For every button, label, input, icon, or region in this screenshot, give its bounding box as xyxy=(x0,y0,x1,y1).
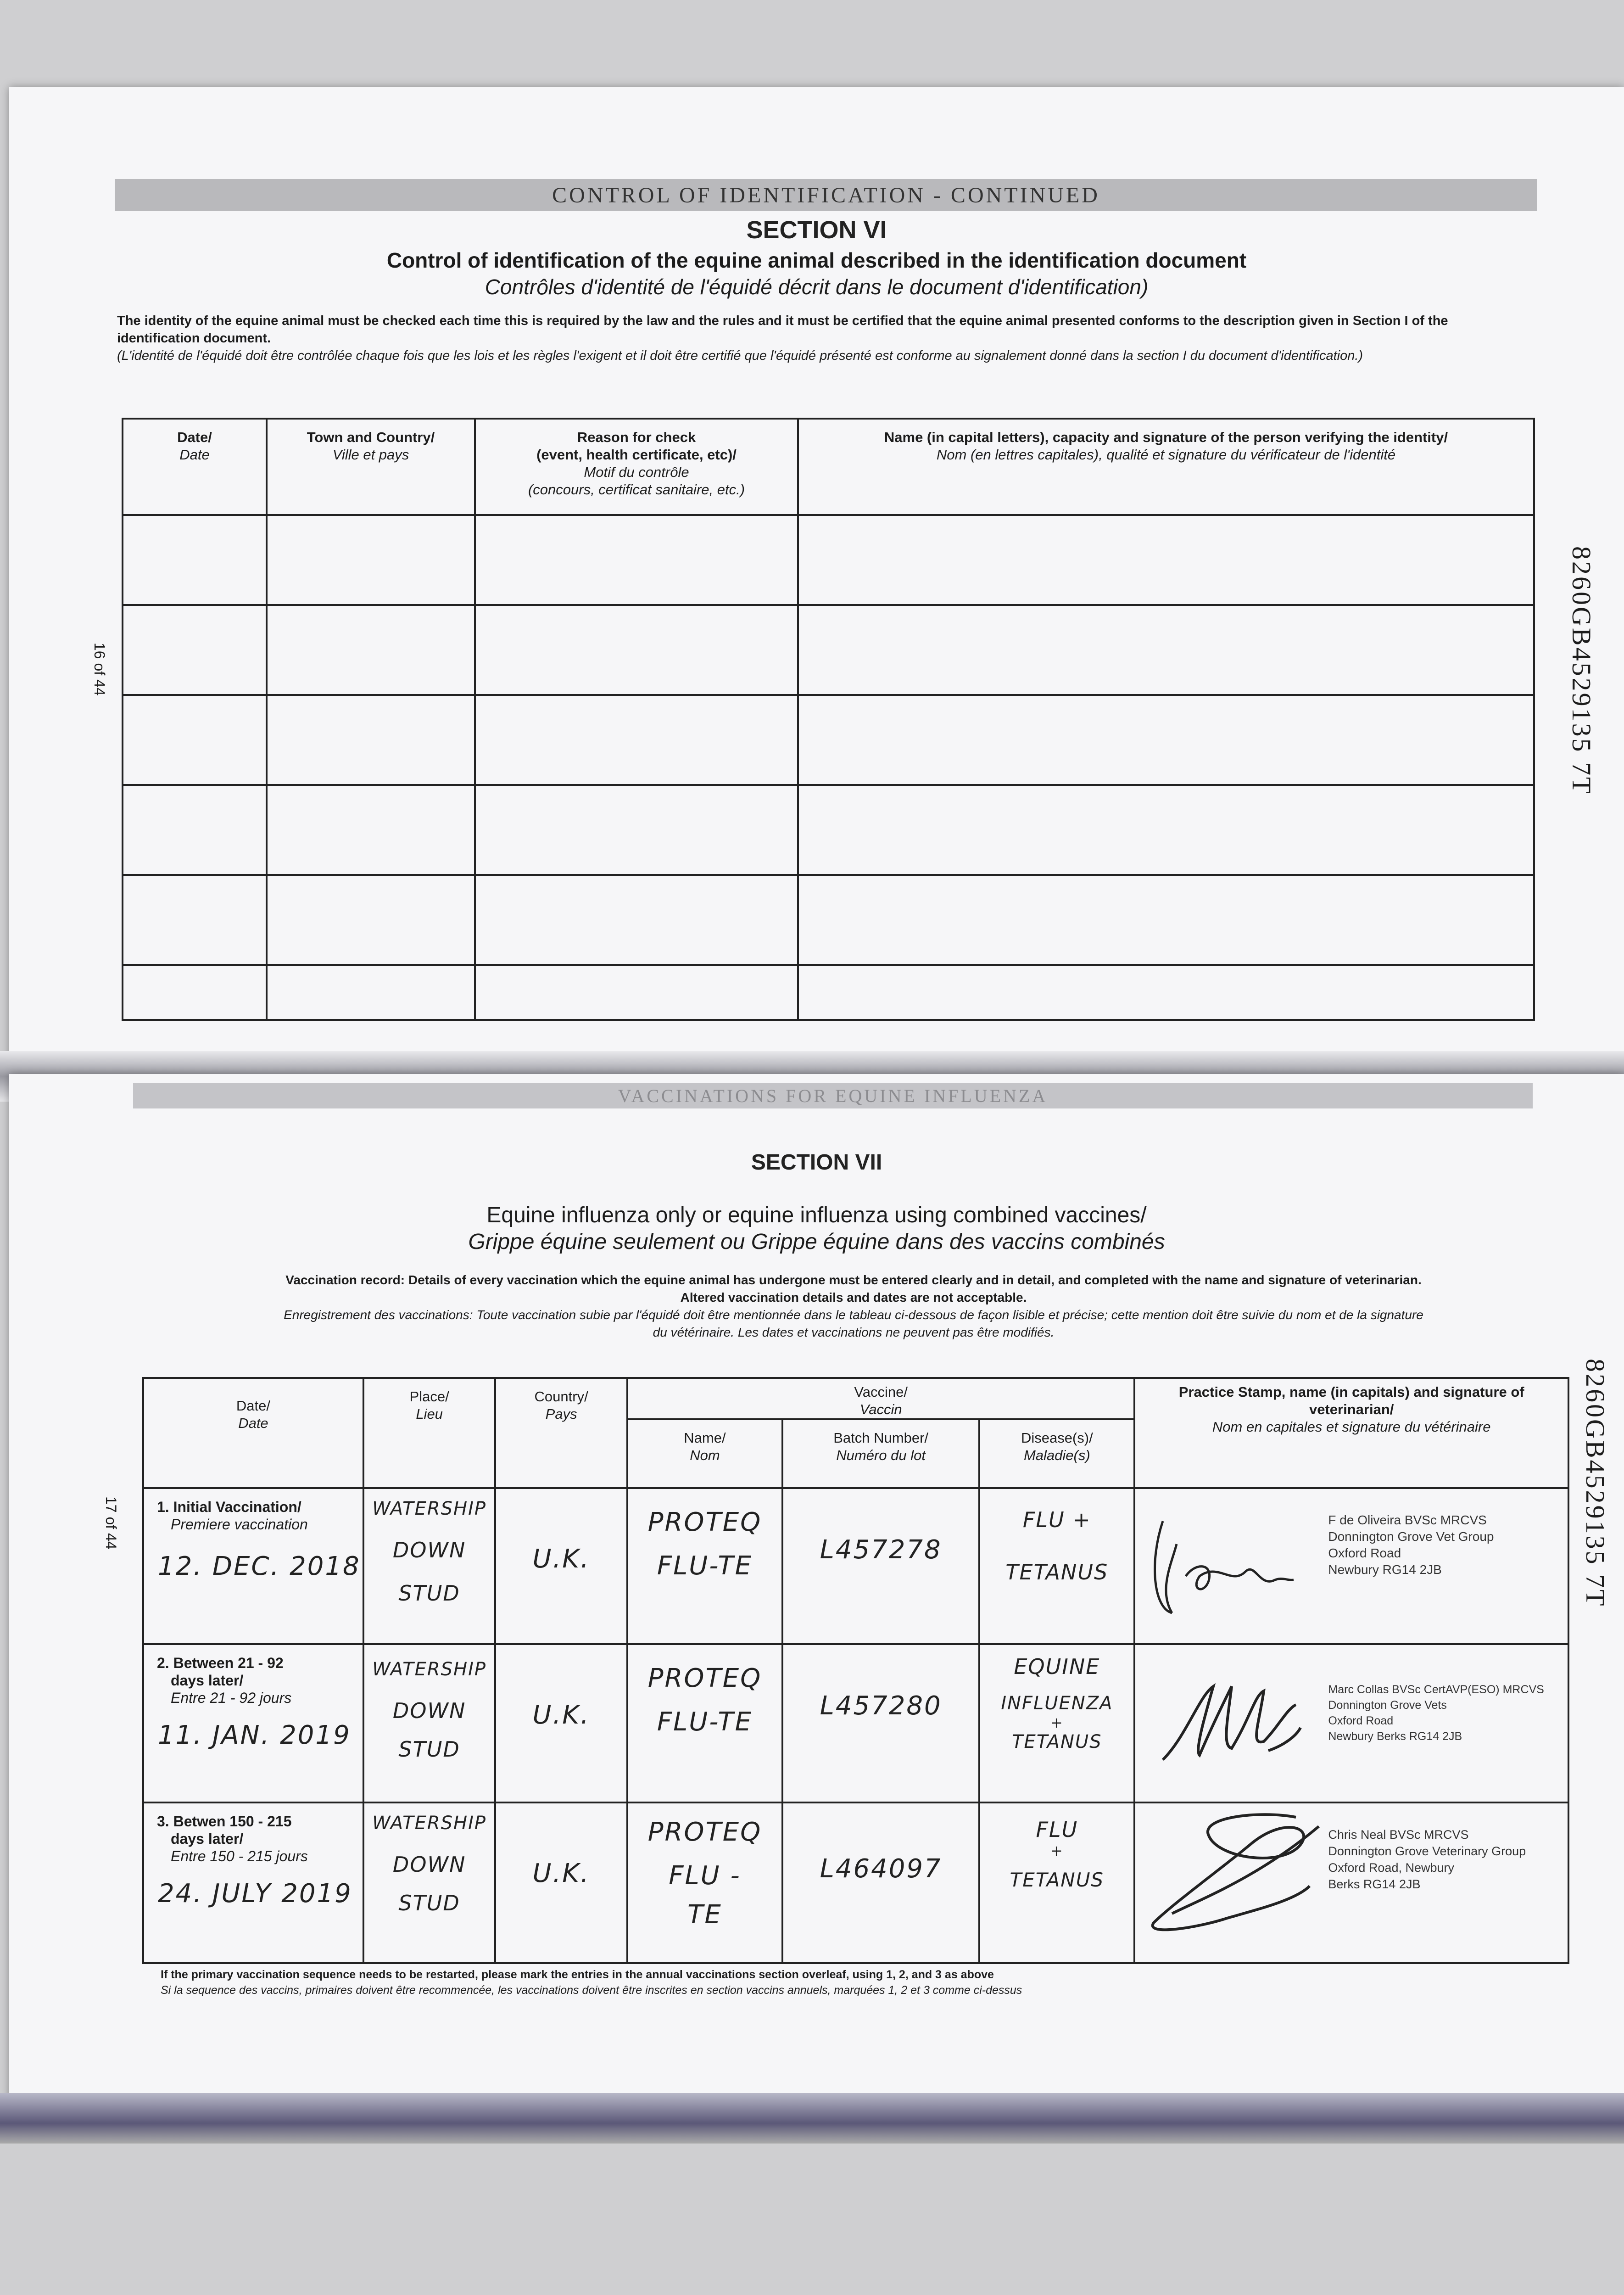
record-fr2: du vétérinaire. Les dates et vaccinations ne peuvent pas être modifiés. xyxy=(653,1325,1055,1339)
batch-value: L457280 xyxy=(820,1691,942,1721)
country-cell[interactable] xyxy=(495,1644,627,1802)
country-value: U.K. xyxy=(532,1700,590,1730)
table-row xyxy=(143,1488,1568,1644)
reason-cell[interactable] xyxy=(475,695,798,785)
stamp-line: Berks RG14 2JB xyxy=(1328,1877,1421,1891)
row-label-en: 1. Initial Vaccination/ xyxy=(157,1499,301,1515)
place-cell[interactable] xyxy=(363,1488,496,1644)
vaccine-name-cell[interactable] xyxy=(627,1488,782,1644)
record-fr: Enregistrement des vaccinations: Toute vaccination subie par l'équidé doit être mentionnée dans le tableau ci-dessous de façon lisible et précise; cette mention doit être suivie du nom et de la signature xyxy=(284,1308,1423,1322)
column-reason-fr: Motif du contrôle xyxy=(584,464,689,480)
date-cell[interactable] xyxy=(123,965,267,1020)
section-subtitle-en: Control of identification of the equine animal described in the identification document xyxy=(386,248,1247,272)
batch-cell[interactable] xyxy=(782,1488,979,1644)
place-line: DOWN xyxy=(392,1538,466,1562)
place-line: STUD xyxy=(398,1581,460,1606)
passport-serial: 8260GB4529135 7T xyxy=(1580,1359,1610,1608)
place-cell[interactable] xyxy=(363,1644,496,1802)
section-subtitle-fr: Grippe équine seulement ou Grippe équine dans des vaccins combinés xyxy=(468,1230,1165,1254)
column-date-en: Date/ xyxy=(236,1398,270,1414)
column-country xyxy=(495,1378,627,1488)
disease-line: EQUINE xyxy=(1014,1654,1100,1679)
place-cell[interactable] xyxy=(363,1802,496,1963)
verifier-cell[interactable] xyxy=(798,965,1534,1020)
vaccination-record-notice xyxy=(147,1271,1560,1341)
reason-cell[interactable] xyxy=(475,875,798,965)
batch-value: L457278 xyxy=(820,1535,942,1565)
verifier-cell[interactable] xyxy=(798,605,1534,695)
column-reason-en2: (event, health certificate, etc)/ xyxy=(536,447,737,463)
section-title: SECTION VI xyxy=(746,216,887,244)
column-country-fr: Pays xyxy=(545,1406,577,1422)
reason-cell[interactable] xyxy=(475,605,798,695)
stamp-line: Oxford Road xyxy=(1328,1714,1394,1727)
column-date-en: Date/ xyxy=(177,429,212,445)
row-label-en2: days later/ xyxy=(171,1672,244,1689)
disease-cell[interactable] xyxy=(979,1802,1134,1963)
table-row xyxy=(123,875,1534,965)
column-disease xyxy=(979,1419,1134,1488)
column-name-en: Name/ xyxy=(684,1430,726,1446)
stamp-line: Chris Neal BVSc MRCVS xyxy=(1328,1828,1469,1842)
batch-value: L464097 xyxy=(820,1854,942,1884)
vaccine-name-line: FLU - xyxy=(669,1861,741,1891)
table-row xyxy=(123,515,1534,605)
stamp-line: Oxford Road, Newbury xyxy=(1328,1861,1455,1875)
vet-signature xyxy=(1144,1808,1328,1946)
town-cell[interactable] xyxy=(267,965,475,1020)
disease-cell[interactable] xyxy=(979,1488,1134,1644)
verifier-cell[interactable] xyxy=(798,785,1534,875)
column-disease-en: Disease(s)/ xyxy=(1021,1430,1093,1446)
row-label-en: 3. Betwen 150 - 215 xyxy=(157,1813,292,1830)
verifier-cell[interactable] xyxy=(798,875,1534,965)
vaccine-name-line: PROTEQ xyxy=(647,1663,762,1693)
instructions xyxy=(117,312,1530,364)
column-stamp-en: Practice Stamp, name (in capitals) and signature of veterinarian/ xyxy=(1178,1384,1524,1417)
stamp-line: F de Oliveira BVSc MRCVS xyxy=(1328,1513,1487,1527)
column-date-fr: Date xyxy=(238,1415,268,1431)
batch-cell[interactable] xyxy=(782,1802,979,1963)
verifier-cell[interactable] xyxy=(798,695,1534,785)
vaccination-date: 11. JAN. 2019 xyxy=(158,1720,351,1750)
reason-cell[interactable] xyxy=(475,965,798,1020)
column-vaccine-fr: Vaccin xyxy=(859,1401,902,1417)
column-verifier xyxy=(798,419,1534,515)
vaccine-name-line: PROTEQ xyxy=(647,1507,762,1537)
date-cell[interactable] xyxy=(143,1488,363,1644)
column-place-en: Place/ xyxy=(409,1388,449,1405)
vaccine-name-line: PROTEQ xyxy=(647,1817,762,1847)
column-town-country xyxy=(267,419,475,515)
country-cell[interactable] xyxy=(495,1488,627,1644)
date-cell[interactable] xyxy=(143,1802,363,1963)
bottom-page xyxy=(9,1074,1624,2116)
vaccine-name-cell[interactable] xyxy=(627,1644,782,1802)
disease-line: TETANUS xyxy=(1010,1869,1105,1891)
footnote-fr: Si la sequence des vaccins, primaires doivent être recommencée, les vaccinations doivent être inscrites en section vaccins annuels, marquées 1, 2 et 3 comme ci-dessus xyxy=(161,1984,1022,1997)
disease-line: + xyxy=(1050,1714,1064,1731)
place-line: STUD xyxy=(398,1891,460,1915)
town-cell[interactable] xyxy=(267,875,475,965)
disease-line: INFLUENZA xyxy=(1001,1693,1113,1714)
row-label-en: 2. Between 21 - 92 xyxy=(157,1655,284,1671)
disease-cell[interactable] xyxy=(979,1644,1134,1802)
table-row xyxy=(143,1644,1568,1802)
vaccination-date: 24. JULY 2019 xyxy=(158,1879,352,1909)
row-label-fr: Premiere vaccination xyxy=(171,1516,308,1533)
table-row xyxy=(143,1802,1568,1963)
footnote xyxy=(161,1967,1560,1998)
stamp-line: Marc Collas BVSc CertAVP(ESO) MRCVS xyxy=(1328,1683,1544,1696)
column-place-fr: Lieu xyxy=(416,1406,443,1422)
section-subtitle-fr: Contrôles d'identité de l'équidé décrit dans le document d'identification) xyxy=(485,275,1149,299)
column-date-fr: Date xyxy=(179,447,210,463)
reason-cell[interactable] xyxy=(475,515,798,605)
column-country-en: Country/ xyxy=(534,1388,588,1405)
vaccine-name-line: TE xyxy=(687,1900,722,1930)
vet-signature xyxy=(1144,1507,1296,1627)
table-row xyxy=(123,695,1534,785)
place-line: DOWN xyxy=(392,1698,466,1723)
row-label-en2: days later/ xyxy=(171,1830,244,1847)
instructions-en: The identity of the equine animal must be checked each time this is required by the law and the rules and it must be certified that the equine animal presented conforms to the description given in Section I of the identification document. xyxy=(117,313,1448,346)
record-en2: Altered vaccination details and dates are not acceptable. xyxy=(680,1290,1027,1304)
column-vaccine-en: Vaccine/ xyxy=(854,1384,908,1400)
country-cell[interactable] xyxy=(495,1802,627,1963)
place-line: WATERSHIP xyxy=(372,1659,487,1680)
row-label-fr: Entre 150 - 215 jours xyxy=(171,1848,308,1864)
date-cell[interactable] xyxy=(123,875,267,965)
vaccine-name-cell[interactable] xyxy=(627,1802,782,1963)
reason-cell[interactable] xyxy=(475,785,798,875)
town-cell[interactable] xyxy=(267,605,475,695)
country-value: U.K. xyxy=(532,1544,590,1574)
column-vaccine xyxy=(627,1378,1135,1419)
vaccine-name-line: FLU-TE xyxy=(657,1707,753,1737)
column-batch-fr: Numéro du lot xyxy=(836,1447,926,1463)
banner-text: CONTROL OF IDENTIFICATION - CONTINUED xyxy=(552,183,1100,207)
column-practice-stamp xyxy=(1134,1378,1568,1488)
column-reason-fr2: (concours, certificat sanitaire, etc.) xyxy=(528,481,745,498)
stamp-cell[interactable] xyxy=(1134,1488,1568,1644)
column-place xyxy=(363,1378,496,1488)
banner-text: VACCINATIONS FOR EQUINE INFLUENZA xyxy=(618,1086,1048,1106)
table-row xyxy=(123,785,1534,875)
page-number: 16 of 44 xyxy=(91,643,108,696)
stamp-cell[interactable] xyxy=(1134,1644,1568,1802)
column-reason xyxy=(475,419,798,515)
place-line: WATERSHIP xyxy=(372,1813,487,1834)
disease-line: FLU + xyxy=(1022,1507,1091,1532)
place-line: WATERSHIP xyxy=(372,1498,487,1519)
vet-signature xyxy=(1158,1668,1305,1774)
column-town-en: Town and Country/ xyxy=(307,429,435,445)
stamp-line: Newbury Berks RG14 2JB xyxy=(1328,1730,1462,1743)
book-cover-edge xyxy=(0,2093,1624,2144)
column-date xyxy=(143,1378,363,1488)
stamp-line: Donnington Grove Veterinary Group xyxy=(1328,1844,1526,1858)
column-batch-en: Batch Number/ xyxy=(833,1430,929,1446)
column-disease-fr: Maladie(s) xyxy=(1023,1447,1090,1463)
footnote-en: If the primary vaccination sequence needs to be restarted, please mark the entries in the annual vaccinations section overleaf, using 1, 2, and 3 as above xyxy=(161,1968,994,1981)
column-verifier-en: Name (in capital letters), capacity and signature of the person verifying the identity/ xyxy=(884,429,1448,445)
column-stamp-fr: Nom en capitales et signature du vétérinaire xyxy=(1212,1419,1491,1435)
town-cell[interactable] xyxy=(267,515,475,605)
stamp-line: Donnington Grove Vets xyxy=(1328,1699,1447,1712)
country-value: U.K. xyxy=(532,1858,590,1888)
date-cell[interactable] xyxy=(123,695,267,785)
page-number: 17 of 44 xyxy=(103,1496,119,1550)
table-row xyxy=(123,965,1534,1020)
date-cell[interactable] xyxy=(123,785,267,875)
vaccination-table xyxy=(142,1377,1569,1964)
column-batch xyxy=(782,1419,979,1488)
stamp-line: Oxford Road xyxy=(1328,1546,1401,1560)
stamp-line: Newbury RG14 2JB xyxy=(1328,1562,1442,1577)
vaccine-name-line: FLU-TE xyxy=(657,1551,753,1581)
record-en: Vaccination record: Details of every vaccination which the equine animal has undergone must be entered clearly and in detail, and completed with the name and signature of veterinarian. xyxy=(285,1273,1422,1287)
section-banner xyxy=(115,179,1537,211)
date-cell[interactable] xyxy=(123,515,267,605)
identification-check-table xyxy=(122,418,1535,1021)
disease-line: + xyxy=(1050,1842,1064,1859)
date-cell[interactable] xyxy=(123,605,267,695)
section-title: SECTION VII xyxy=(751,1150,882,1175)
stamp-line: Donnington Grove Vet Group xyxy=(1328,1529,1494,1544)
section-banner xyxy=(133,1083,1533,1108)
column-name-fr: Nom xyxy=(690,1447,720,1463)
column-vaccine-name xyxy=(627,1419,782,1488)
place-line: DOWN xyxy=(392,1852,466,1877)
table-row xyxy=(123,605,1534,695)
town-cell[interactable] xyxy=(267,695,475,785)
date-cell[interactable] xyxy=(143,1644,363,1802)
disease-line: FLU xyxy=(1036,1817,1078,1842)
instructions-fr: (L'identité de l'équidé doit être contrôlée chaque fois que les lois et les règles l'exigent et il doit être certifié que l'équidé présenté est conforme au signalement donné dans la section I du document d'identification.) xyxy=(117,348,1363,363)
column-verifier-fr: Nom (en lettres capitales), qualité et signature du vérificateur de l'identité xyxy=(936,447,1396,463)
batch-cell[interactable] xyxy=(782,1644,979,1802)
top-page xyxy=(9,87,1624,1074)
row-label-fr: Entre 21 - 92 jours xyxy=(171,1690,292,1706)
disease-line: TETANUS xyxy=(1005,1560,1109,1584)
passport-serial: 8260GB4529135 7T xyxy=(1567,546,1596,795)
column-town-fr: Ville et pays xyxy=(332,447,409,463)
stamp-cell[interactable] xyxy=(1134,1802,1568,1963)
column-date xyxy=(123,419,267,515)
vaccination-date: 12. DEC. 2018 xyxy=(158,1551,361,1581)
verifier-cell[interactable] xyxy=(798,515,1534,605)
disease-line: TETANUS xyxy=(1012,1731,1102,1752)
column-reason-en: Reason for check xyxy=(577,429,696,445)
section-subtitle-en: Equine influenza only or equine influenza using combined vaccines/ xyxy=(486,1203,1147,1227)
town-cell[interactable] xyxy=(267,785,475,875)
place-line: STUD xyxy=(398,1737,460,1762)
